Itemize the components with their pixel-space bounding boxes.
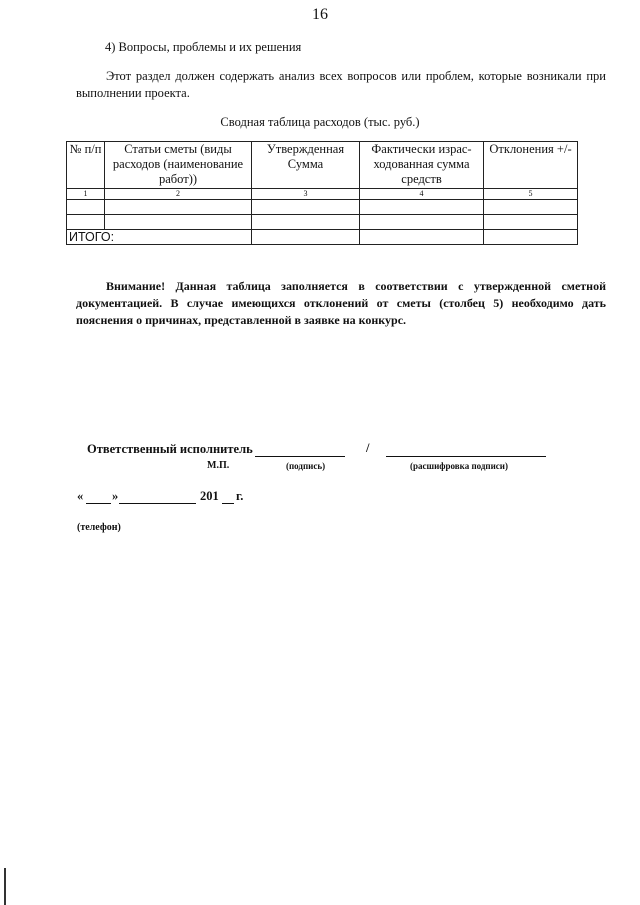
column-number: 5 <box>484 189 578 200</box>
header-number: № п/п <box>67 142 105 189</box>
table-cell[interactable] <box>252 215 360 230</box>
column-number-row <box>67 189 578 200</box>
column-number: 4 <box>360 189 484 200</box>
table-cell[interactable] <box>67 215 105 230</box>
date-year-line[interactable] <box>222 503 234 504</box>
signature-line[interactable] <box>255 456 345 457</box>
phone-label: (телефон) <box>77 522 121 533</box>
table-cell[interactable] <box>360 215 484 230</box>
table-cell[interactable] <box>252 200 360 215</box>
table-header-row <box>67 142 578 189</box>
responsible-person-label: Ответственный исполнитель <box>87 442 253 456</box>
stamp-label: М.П. <box>207 460 230 471</box>
signature-caption: (подпись) <box>286 461 326 471</box>
date-close-quote: » <box>112 489 119 503</box>
table-cell[interactable] <box>484 215 578 230</box>
signature-decoding-line[interactable] <box>386 456 546 457</box>
header-budget-item: Статьи сметы (виды расходов (наименование работ)) <box>105 142 252 189</box>
date-year-prefix: 201 <box>200 489 219 503</box>
date-day-line[interactable] <box>86 503 111 504</box>
total-approved-cell[interactable] <box>252 230 360 245</box>
column-number: 1 <box>67 189 105 200</box>
total-label: ИТОГО: <box>67 230 252 245</box>
scan-edge-mark <box>4 868 6 905</box>
date-month-line[interactable] <box>119 503 196 504</box>
table-cell[interactable] <box>105 200 252 215</box>
signature-slash: / <box>366 441 370 455</box>
total-actual-cell[interactable] <box>360 230 484 245</box>
intro-paragraph: Этот раздел должен содержать анализ всех вопросов или проблем, которые возникали при выполнении проекта. <box>76 69 606 100</box>
table-caption: Сводная таблица расходов (тыс. руб.) <box>220 115 420 129</box>
section-heading: 4) Вопросы, проблемы и их решения <box>105 40 302 54</box>
column-number: 3 <box>252 189 360 200</box>
header-deviation: Отклонения +/- <box>484 142 578 189</box>
table-cell[interactable] <box>484 200 578 215</box>
header-approved-sum: Утвержденная Сумма <box>252 142 360 189</box>
total-row <box>67 230 578 245</box>
table-cell[interactable] <box>360 200 484 215</box>
date-year-suffix: г. <box>236 489 244 503</box>
table-cell[interactable] <box>105 215 252 230</box>
page-number: 16 <box>312 6 328 23</box>
table-row <box>67 215 578 230</box>
expense-summary-table <box>66 141 578 245</box>
header-actual-spent: Фактически израс-ходованная сумма средств <box>360 142 484 189</box>
total-deviation-cell[interactable] <box>484 230 578 245</box>
table-cell[interactable] <box>67 200 105 215</box>
notice-paragraph: Внимание! Данная таблица заполняется в соответствии с утвержденной сметной документацией. В случае имеющихся отклонений от сметы (столбец 5) необходимо дать пояснения о причинах, представленной в заявке на конкурс. <box>76 279 606 327</box>
signature-decoding-caption: (расшифровка подписи) <box>410 461 508 471</box>
date-open-quote: « <box>77 489 84 503</box>
column-number: 2 <box>105 189 252 200</box>
table-row <box>67 200 578 215</box>
